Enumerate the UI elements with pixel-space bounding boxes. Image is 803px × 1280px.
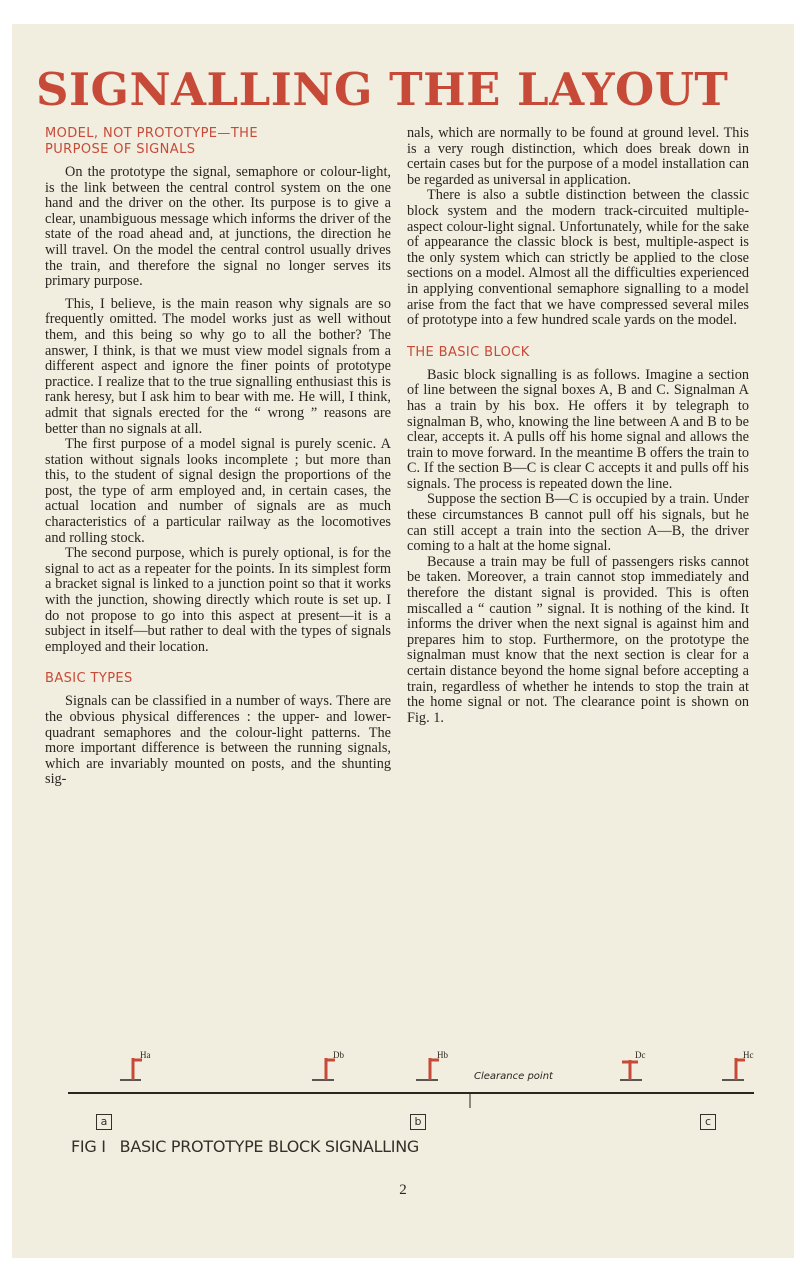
page-title: SIGNALLING THE LAYOUT — [36, 63, 729, 116]
paragraph: The first purpose of a model signal is purely scenic. A station without signals looks incomplete ; but more than this, to the student of signal design the proportions of the post, the type of arm employed and, in certain cases, the actual location and number of signals are as much characteristics of a particular railway as the locomotives and rolling stock. — [45, 436, 391, 546]
right-column — [407, 126, 749, 726]
signal-box-c: c — [700, 1114, 716, 1130]
paragraph: Because a train may be full of passengers risks cannot be taken. Moreover, a train cannot stop immediately and therefore the distant signal is provided. This is often miscalled a “ caution ” signal. It is nothing of the kind. It informs the driver when the next signal is against him and prepares him to stop. Furthermore, on the prototype the signalman must know that the next section is clear for a certain distance beyond the home signal before accepting a train, regardless of whether he intends to stop the train at the home signal or not. The clearance point is shown on Fig. 1. — [407, 553, 749, 726]
paragraph: Suppose the section B—C is occupied by a train. Under these circumstances B cannot pull off his signals, but he can still accept a train into the section A—B, the driver coming to a halt at the home signal. — [407, 491, 749, 555]
signal-icon — [416, 1058, 439, 1080]
signal-icon — [120, 1058, 142, 1080]
signal-label-ha: Ha — [140, 1050, 151, 1060]
figure-number: FIG I — [71, 1137, 106, 1156]
signal-icon — [312, 1058, 335, 1080]
paragraph: nals, which are normally to be found at ground level. This is a very rough distinction, which does break down in certain cases but for the purpose of a model installation can be regarded as universal in application. — [407, 125, 749, 188]
section-heading-model-purpose — [45, 126, 391, 158]
heading-line-2: PURPOSE OF SIGNALS — [45, 142, 196, 157]
signal-label-dc: Dc — [635, 1050, 646, 1060]
signal-icon — [620, 1060, 642, 1080]
paragraph: Basic block signalling is as follows. Imagine a section of line between the signal boxes A, B and C. Signalman A has a train by his box. He offers it by telegraph to signalman B, who, knowing the line between A and B to be clear, accepts it. A pulls off his home signal and allows the train to move forward. In the meantime B offers the train to C. If the section B—C is clear C accepts it and pulls off his signals. The process is repeated down the line. — [407, 366, 749, 492]
clearance-point-label: Clearance point — [474, 1071, 553, 1082]
section-heading-basic-block: THE BASIC BLOCK — [407, 344, 530, 360]
figure-title: BASIC PROTOTYPE BLOCK SIGNALLING — [119, 1137, 419, 1156]
figure-caption — [71, 1137, 419, 1156]
page-number: 2 — [399, 1182, 407, 1198]
paragraph: On the prototype the signal, semaphore or colour-light, is the link between the central control system on the one hand and the driver on the other. Its purpose is to give a clear, unambiguous message which informs the driver of the state of the road ahead and, at junctions, the direction he will travel. On the model the central control usually drives the train, and therefore the signal no longer serves its primary purpose. — [45, 164, 391, 290]
paragraph: The second purpose, which is purely optional, is for the signal to act as a repeater for the points. In its simplest form a bracket signal is linked to a junction point so that it works with the junction, showing directly which route is set up. I do not propose to go into this aspect at present—it is a subject in itself—but rather to deal with the types of signals employed and their location. — [45, 545, 391, 655]
signal-box-a: a — [96, 1114, 112, 1130]
signal-label-hc: Hc — [743, 1050, 754, 1060]
signal-box-b: b — [410, 1114, 426, 1130]
signal-label-db: Db — [333, 1050, 344, 1060]
book-page — [12, 24, 794, 1258]
left-column — [45, 126, 391, 788]
signal-label-hb: Hb — [437, 1050, 448, 1060]
heading-line-1: MODEL, NOT PROTOTYPE—THE — [45, 126, 258, 141]
paragraph: Signals can be classified in a number of ways. There are the obvious physical differences : the upper- and lower-quadrant semaphores and the colour-light patterns. The more important difference is between the running signals, which are invariably mounted on posts, and the shunting sig- — [45, 693, 391, 788]
signal-icon — [722, 1058, 745, 1080]
section-heading-basic-types: BASIC TYPES — [45, 671, 133, 687]
paragraph: There is also a subtle distinction between the classic block system and the modern track-circuited multiple-aspect colour-light signal. Unfortunately, while for the sake of appearance the classic block is best, multiple-aspect is the only system which can strictly be applied to the close sections on a model. Almost all the difficulties experienced in applying conventional semaphore signalling to a model arise from the fact that we have compressed several miles of prototype into a few hundred scale yards on the model. — [407, 187, 749, 329]
paragraph: This, I believe, is the main reason why signals are so frequently omitted. The model works just as well without them, and this being so why go to all the bother? The answer, I think, is that we must view model signals from a different aspect and ignore the finer points of prototype practice. I realize that to the true signalling enthusiast this is rank heresy, but I ask him to bear with me. He will, I think, admit that signals erected for the “ wrong ” reasons are better than no signals at all. — [45, 295, 391, 437]
